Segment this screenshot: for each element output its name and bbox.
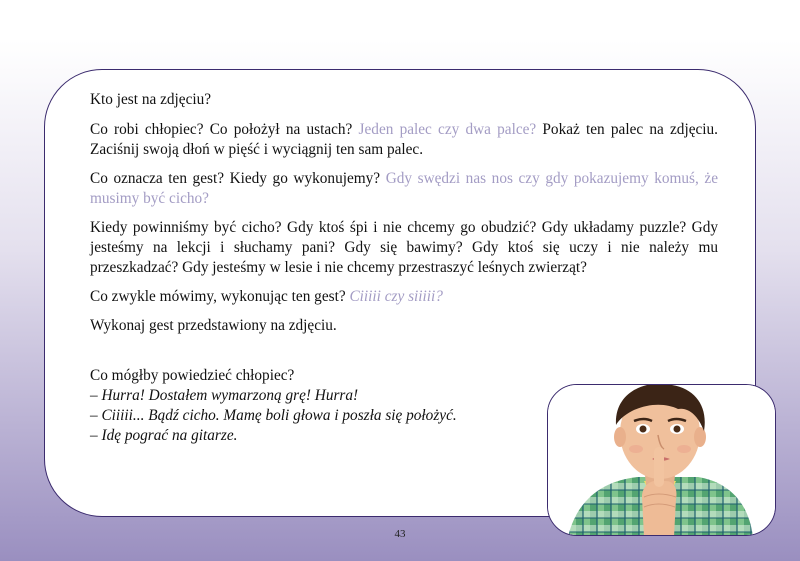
answer-option: – Idę pograć na gitarze. bbox=[90, 427, 238, 444]
boy-illustration bbox=[548, 385, 776, 536]
page-number: 43 bbox=[394, 528, 406, 540]
hint-text: Gdy swędzi nas nos czy gdy pokazujemy komuś, że musimy być cicho? bbox=[90, 170, 718, 207]
question-what-say: Co zwykle mówimy, wykonując ten gest? Ciiiii czy siiiii? bbox=[90, 288, 443, 305]
answer-option: – Ciiiii... Bądź cicho. Mamę boli głowa i poszła się położyć. bbox=[90, 407, 457, 424]
boy-shushing-photo bbox=[547, 384, 776, 536]
question-gesture-meaning: Co oznacza ten gest? Kiedy go wykonujemy? Gdy swędzi nas nos czy gdy pokazujemy komuś, że musimy być cicho? bbox=[90, 170, 718, 207]
hint-text: Ciiiii czy siiiii? bbox=[349, 288, 443, 305]
question-boy-action: Co robi chłopiec? Co położył na ustach? Jeden palec czy dwa palce? Pokaż ten palec na zdjęciu. Zaciśnij swoją dłoń w pięść i wyciągnij ten sam palec. bbox=[90, 121, 718, 158]
question-who: Kto jest na zdjęciu? bbox=[90, 91, 212, 108]
hint-text: Jeden palec czy dwa palce? bbox=[358, 121, 537, 138]
instruction-gesture: Wykonaj gest przedstawiony na zdjęciu. bbox=[90, 317, 337, 334]
question-when-quiet: Kiedy powinniśmy być cicho? Gdy ktoś śpi i nie chcemy go obudzić? Gdy układamy puzzle? Gdy jesteśmy na lekcji i słuchamy pani? Gdy się bawimy? Gdy ktoś się uczy i nie należy mu przeszkadzać? Gdy jesteśmy w lesie i nie chcemy przestraszyć leśnych zwierząt? bbox=[90, 219, 718, 276]
question-boy-say: Co mógłby powiedzieć chłopiec? bbox=[90, 367, 295, 384]
answer-option: – Hurra! Dostałem wymarzoną grę! Hurra! bbox=[90, 387, 359, 404]
